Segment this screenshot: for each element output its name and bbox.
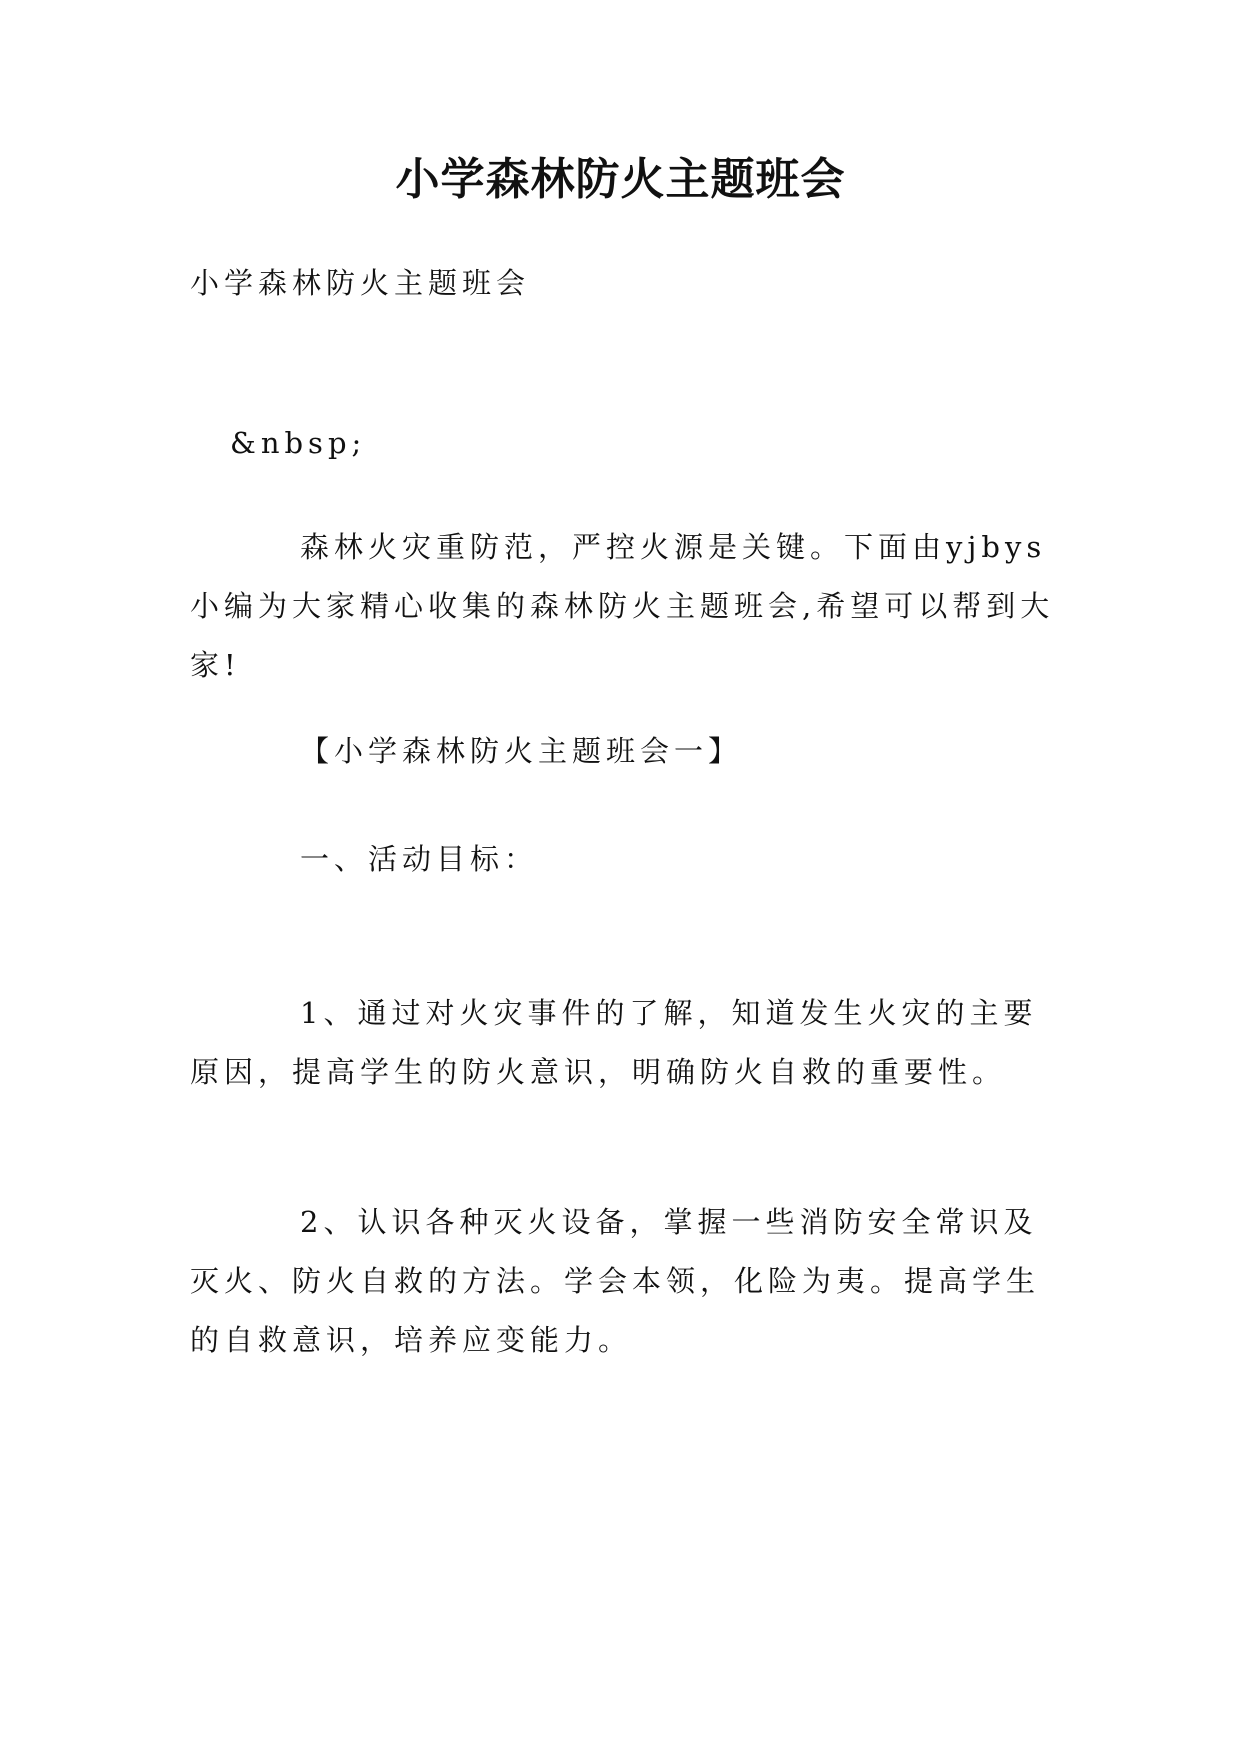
goal-1-paragraph: 1、通过对火灾事件的了解，知道发生火灾的主要原因，提高学生的防火意识，明确防火自救的重要性。 [190, 996, 1038, 1089]
goal-2-paragraph: 2、认识各种灭火设备，掌握一些消防安全常识及灭火、防火自救的方法。学会本领，化险为夷。提高学生的自救意识，培养应变能力。 [190, 1205, 1041, 1357]
section-heading: 【小学森林防火主题班会一】 [300, 734, 743, 768]
goals-heading: 一、活动目标： [300, 842, 539, 876]
intro-paragraph: 森林火灾重防范，严控火源是关键。下面由yjbys小编为大家精心收集的森林防火主题班会,希望可以帮到大家! [190, 530, 1055, 682]
document-subtitle: 小学森林防火主题班会 [190, 266, 531, 300]
nbsp-artifact-text: &nbsp; [230, 426, 367, 460]
document-title: 小学森林防火主题班会 [395, 154, 846, 205]
